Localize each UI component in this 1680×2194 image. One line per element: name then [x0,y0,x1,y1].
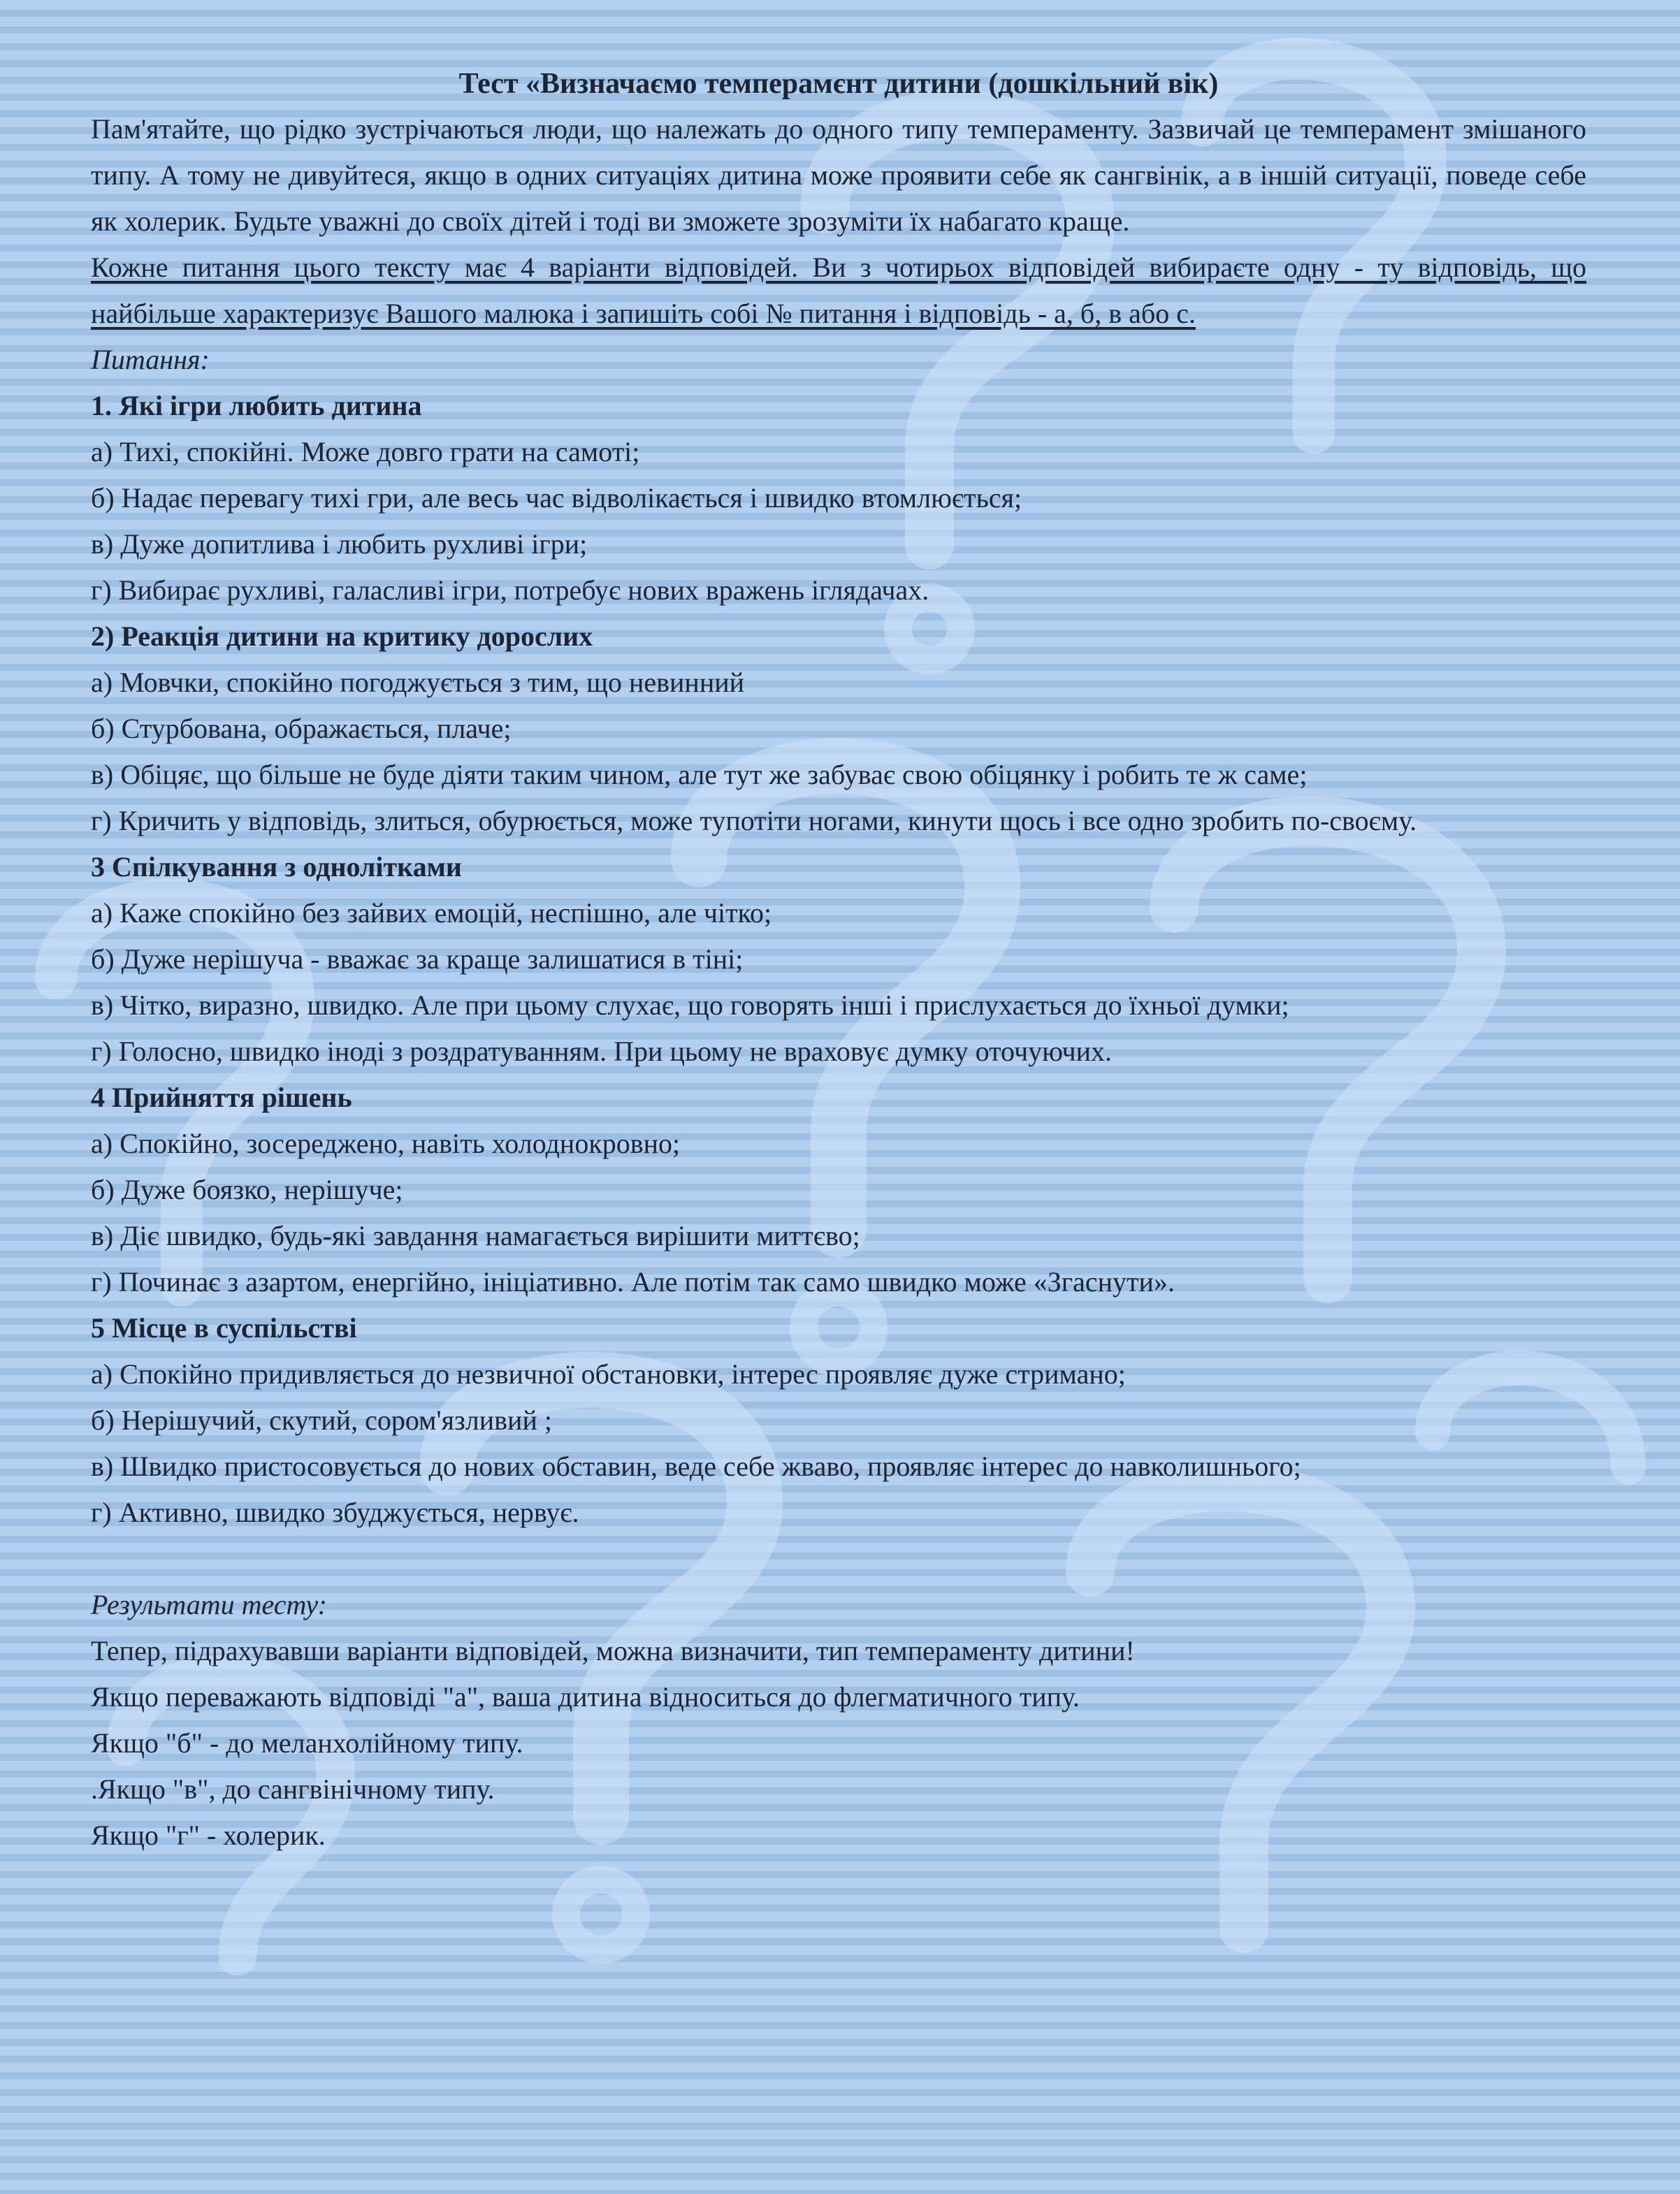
question-heading: 5 Місце в суспільстві [91,1312,357,1344]
answer-option: в) Дуже допитлива і любить рухливі ігри; [91,528,588,560]
result-line: Якщо "б" - до меланхолійному типу. [91,1727,523,1759]
answer-option: б) Стурбована, ображається, плаче; [91,713,512,744]
answer-option: в) Швидко пристосовується до нових обставин, веде себе жваво, проявляє інтерес до навколишнього; [91,1451,1301,1482]
answer-option: а) Спокійно, зосереджено, навіть холоднокровно; [91,1128,681,1159]
document-title: Тест «Визначаємо темперамєнт дитини (дошкільний вік) [458,68,1219,100]
answer-option: в) Чітко, виразно, швидко. Але при цьому слухає, що говорять інші і прислухається до їхньої думки; [91,989,1289,1021]
answer-option: б) Дуже боязко, нерішуче; [91,1174,403,1205]
results-label: Результати тесту: [91,1589,327,1620]
answer-option: б) Нерішучий, скутий, сором'язливий ; [91,1404,552,1436]
question-block-4 [91,1075,1586,1305]
result-line: Якщо переважають відповіді "а", ваша дитина відноситься до флегматичного типу. [91,1681,1080,1713]
answer-option: б) Надає перевагу тихі гри, але весь час відволікається і швидко втомлюється; [91,482,1022,514]
question-heading: 3 Спілкування з однолітками [91,851,462,882]
answer-option: в) Діє швидко, будь-які завдання намагається вирішити миттєво; [91,1220,860,1251]
result-line: .Якщо "в", до сангвінічному типу. [91,1773,495,1805]
answer-option: г) Активно, швидко збуджується, нервує. [91,1497,579,1528]
section-spacer [91,1536,1586,1582]
questions-label: Питання: [91,344,210,375]
question-heading: 1. Які ігри любить дитина [91,390,422,421]
question-block-1 [91,383,1586,613]
answer-option: г) Кричить у відповідь, злиться, обурюється, може тупотіти ногами, кинути щось і все одно зробить по-своєму. [91,805,1417,836]
question-block-3 [91,844,1586,1075]
results-block [91,1628,1586,1859]
answer-option: а) Каже спокійно без зайвих емоцій, неспішно, але чітко; [91,897,772,929]
answer-option: г) Вибирає рухливі, галасливі ігри, потребує нових вражень іглядачах. [91,574,929,606]
instruction-paragraph: Кожне питання цього тексту має 4 варіанти відповідей. Ви з чотирьох відповідей вибираєте одну - ту відповідь, що найбільше характеризує Вашого малюка і запишіть собі № питання і відповідь - а, б, в або с. [91,252,1586,329]
question-block-2 [91,613,1586,844]
answer-option: а) Тихі, спокійні. Може довго грати на самоті; [91,436,640,467]
answer-option: а) Спокійно придивляється до незвичної обстановки, інтерес проявляє дуже стримано; [91,1358,1126,1390]
question-block-5 [91,1305,1586,1536]
answer-option: б) Дуже нерішуча - вважає за краще залишатися в тіні; [91,943,744,975]
answer-option: в) Обіцяє, що більше не буде діяти таким чином, але тут же забуває свою обіцянку і робить те ж саме; [91,759,1308,790]
question-heading: 2) Реакція дитини на критику дорослих [91,620,593,652]
intro-paragraph: Пам'ятайте, що рідко зустрічаються люди, що належать до одного типу темпераменту. Зазвичай це темперамент змішаного типу. А тому не дивуйтеся, якщо в одних ситуаціях дитина може проявити себе як сангвінік, а в іншій ситуації, поведе себе як холерик. Будьте уважні до своїх дітей і тоді ви зможете зрозуміти їх набагато краще. [91,113,1586,237]
answer-option: г) Голосно, швидко іноді з роздратуванням. При цьому не враховує думку оточуючих. [91,1036,1112,1067]
result-line: Тепер, підрахувавши варіанти відповідей, можна визначити, тип темпераменту дитини! [91,1635,1135,1666]
question-heading: 4 Прийняття рішень [91,1082,352,1113]
result-line: Якщо "г" - холерик. [91,1819,326,1851]
document-page [91,63,1586,1859]
answer-option: г) Починає з азартом, енергійно, ініціативно. Але потім так само швидко може «Згаснути». [91,1266,1175,1298]
answer-option: а) Мовчки, спокійно погоджується з тим, що невинний [91,667,745,698]
